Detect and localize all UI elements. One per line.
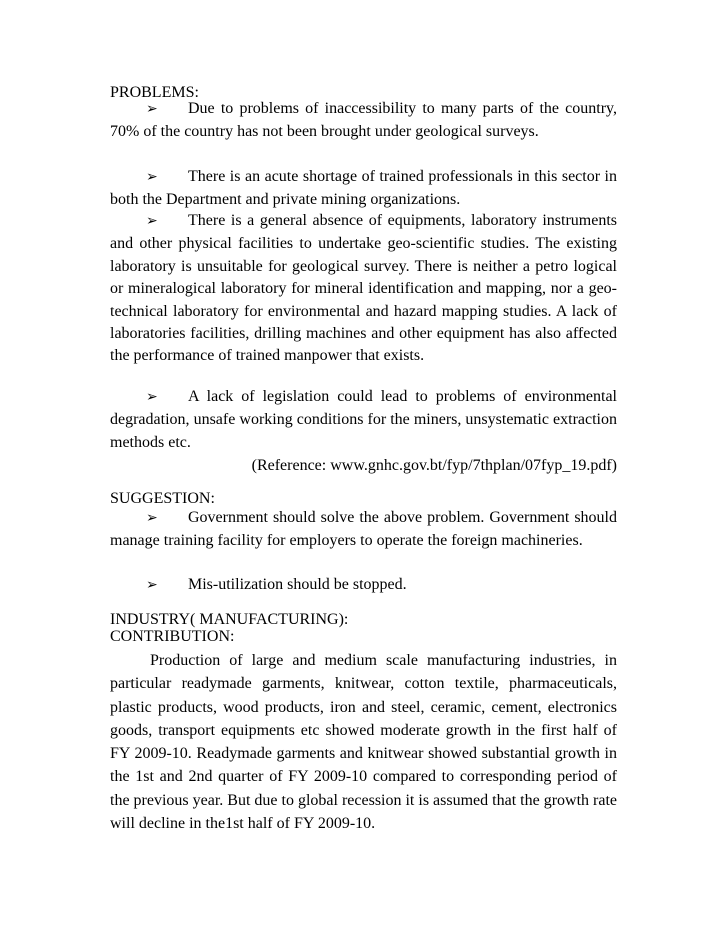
contribution-paragraph: [110, 649, 617, 835]
industry-heading: INDUSTRY( MANUFACTURING):: [110, 611, 349, 628]
arrowhead-bullet-icon: ➢: [146, 214, 158, 229]
suggestion-item-text: Mis-utilization should be stopped.: [188, 576, 407, 593]
contribution-text: Production of large and medium scale manufacturing industries, in particular readymade garments, knitwear, cotton textile, pharmaceuticals, plastic products, wood products, iron and steel, ceramic, cement, electronics goods, transport equipments etc showed moderate growth in the first half of FY 2009-10. Readymade garments and knitwear showed substantial growth in the 1st and 2nd quarter of FY 2009-10 compared to corresponding period of the previous year. But due to global recession it is assumed that the growth rate will decline in the1st half of FY 2009-10.: [110, 652, 617, 833]
arrowhead-bullet-icon: ➢: [146, 578, 158, 593]
problems-heading: PROBLEMS:: [110, 84, 199, 101]
problem-item-3: [110, 210, 617, 368]
problem-item-text: There is a general absence of equipments, laboratory instruments and other physical facilities to undertake geo-scientific studies. The existing laboratory is unsuitable for geological survey. There is neither a petro logical or mineralogical laboratory for mineral identification and mapping, nor a geo-technical laboratory for environmental and hazard mapping studies. A lack of laboratories facilities, drilling machines and other equipment has also affected the performance of trained manpower that exists.: [110, 212, 617, 365]
problem-item-4: [110, 386, 617, 454]
arrowhead-bullet-icon: ➢: [146, 170, 158, 185]
problem-item-2: [110, 166, 617, 212]
reference-line: (Reference: www.gnhc.gov.bt/fyp/7thplan/07fyp_19.pdf): [251, 457, 617, 474]
problem-item-1: [110, 98, 617, 144]
suggestion-item-text: Government should solve the above problem. Government should manage training facility for employers to operate the foreign machineries.: [110, 509, 617, 550]
problem-item-text: A lack of legislation could lead to problems of environmental degradation, unsafe working conditions for the miners, unsystematic extraction methods etc.: [110, 388, 617, 451]
arrowhead-bullet-icon: ➢: [146, 511, 158, 526]
suggestion-item-1: [110, 507, 617, 553]
suggestion-heading: SUGGESTION:: [110, 490, 215, 507]
arrowhead-bullet-icon: ➢: [146, 390, 158, 405]
problem-item-text: Due to problems of inaccessibility to many parts of the country, 70% of the country has not been brought under geological surveys.: [110, 100, 617, 141]
contribution-heading: CONTRIBUTION:: [110, 628, 235, 645]
problem-item-text: There is an acute shortage of trained professionals in this sector in both the Department and private mining organizations.: [110, 168, 617, 209]
suggestion-item-2: [110, 574, 617, 597]
arrowhead-bullet-icon: ➢: [146, 102, 158, 117]
